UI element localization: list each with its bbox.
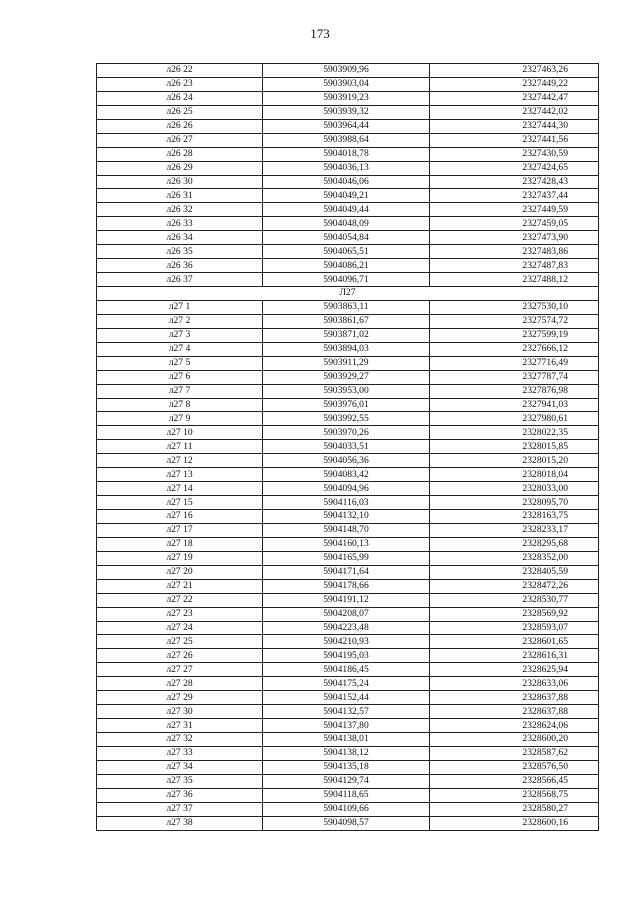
y-coordinate-cell: 2327430,59 — [430, 147, 599, 161]
y-coordinate-cell: 2328015,85 — [430, 440, 599, 454]
y-coordinate-cell: 2328624,06 — [430, 719, 599, 733]
y-coordinate-cell: 2327980,61 — [430, 412, 599, 426]
table-row — [97, 649, 599, 663]
x-coordinate-cell: 5904132,10 — [263, 510, 430, 524]
y-coordinate-cell: 2328352,00 — [430, 551, 599, 565]
x-coordinate-cell: 5904223,48 — [263, 621, 430, 635]
y-coordinate-cell: 2328600,20 — [430, 733, 599, 747]
point-id-cell: л27 30 — [97, 705, 263, 719]
point-id-cell: л27 33 — [97, 746, 263, 760]
point-id-cell: л27 7 — [97, 384, 263, 398]
point-id-cell: л27 16 — [97, 510, 263, 524]
point-id-cell: л26 37 — [97, 273, 263, 287]
point-id-cell: л27 17 — [97, 523, 263, 537]
x-coordinate-cell: 5903909,96 — [263, 64, 430, 78]
point-id-cell: л27 20 — [97, 565, 263, 579]
point-id-cell: л27 8 — [97, 398, 263, 412]
table-row — [97, 314, 599, 328]
table-row — [97, 384, 599, 398]
x-coordinate-cell: 5904132,57 — [263, 705, 430, 719]
table-row — [97, 370, 599, 384]
table-row — [97, 621, 599, 635]
point-id-cell: л27 22 — [97, 593, 263, 607]
x-coordinate-cell: 5903988,64 — [263, 133, 430, 147]
table-row — [97, 677, 599, 691]
point-id-cell: л27 35 — [97, 774, 263, 788]
point-id-cell: л26 31 — [97, 189, 263, 203]
point-id-cell: л27 4 — [97, 342, 263, 356]
x-coordinate-cell: 5904083,42 — [263, 468, 430, 482]
y-coordinate-cell: 2327428,43 — [430, 175, 599, 189]
table-row — [97, 482, 599, 496]
x-coordinate-cell: 5904191,12 — [263, 593, 430, 607]
table-row — [97, 551, 599, 565]
point-id-cell: л26 34 — [97, 231, 263, 245]
x-coordinate-cell: 5903863,11 — [263, 300, 430, 314]
y-coordinate-cell: 2327716,49 — [430, 356, 599, 370]
y-coordinate-cell: 2327876,98 — [430, 384, 599, 398]
x-coordinate-cell: 5903911,29 — [263, 356, 430, 370]
x-coordinate-cell: 5904160,13 — [263, 537, 430, 551]
table-row — [97, 565, 599, 579]
x-coordinate-cell: 5904086,21 — [263, 259, 430, 273]
table-row — [97, 635, 599, 649]
point-id-cell: л26 22 — [97, 64, 263, 78]
y-coordinate-cell: 2328593,07 — [430, 621, 599, 635]
table-row — [97, 300, 599, 314]
coordinates-table-body — [97, 64, 599, 831]
y-coordinate-cell: 2328600,16 — [430, 816, 599, 830]
point-id-cell: л26 23 — [97, 77, 263, 91]
table-row — [97, 774, 599, 788]
x-coordinate-cell: 5904094,96 — [263, 482, 430, 496]
table-row — [97, 523, 599, 537]
y-coordinate-cell: 2327449,22 — [430, 77, 599, 91]
x-coordinate-cell: 5904049,44 — [263, 203, 430, 217]
table-row — [97, 468, 599, 482]
table-row — [97, 802, 599, 816]
table-row — [97, 217, 599, 231]
point-id-cell: л27 11 — [97, 440, 263, 454]
table-row — [97, 510, 599, 524]
table-row — [97, 607, 599, 621]
x-coordinate-cell: 5903861,67 — [263, 314, 430, 328]
table-row — [97, 147, 599, 161]
point-id-cell: л26 36 — [97, 259, 263, 273]
table-row — [97, 816, 599, 830]
point-id-cell: л26 29 — [97, 161, 263, 175]
y-coordinate-cell: 2328587,62 — [430, 746, 599, 760]
y-coordinate-cell: 2328095,70 — [430, 496, 599, 510]
table-row — [97, 733, 599, 747]
y-coordinate-cell: 2327787,74 — [430, 370, 599, 384]
table-row — [97, 719, 599, 733]
x-coordinate-cell: 5904109,66 — [263, 802, 430, 816]
x-coordinate-cell: 5904048,09 — [263, 217, 430, 231]
x-coordinate-cell: 5903953,00 — [263, 384, 430, 398]
y-coordinate-cell: 2328018,04 — [430, 468, 599, 482]
table-row — [97, 133, 599, 147]
x-coordinate-cell: 5903903,04 — [263, 77, 430, 91]
table-row — [97, 91, 599, 105]
section-header-row — [97, 287, 599, 301]
x-coordinate-cell: 5904165,99 — [263, 551, 430, 565]
point-id-cell: л26 32 — [97, 203, 263, 217]
table-row — [97, 663, 599, 677]
table-row — [97, 398, 599, 412]
y-coordinate-cell: 2327437,44 — [430, 189, 599, 203]
y-coordinate-cell: 2327941,03 — [430, 398, 599, 412]
y-coordinate-cell: 2327441,56 — [430, 133, 599, 147]
table-row — [97, 440, 599, 454]
x-coordinate-cell: 5904195,03 — [263, 649, 430, 663]
y-coordinate-cell: 2327424,65 — [430, 161, 599, 175]
x-coordinate-cell: 5904138,12 — [263, 746, 430, 760]
point-id-cell: л27 21 — [97, 579, 263, 593]
x-coordinate-cell: 5904065,51 — [263, 245, 430, 259]
x-coordinate-cell: 5903964,44 — [263, 119, 430, 133]
y-coordinate-cell: 2327666,12 — [430, 342, 599, 356]
point-id-cell: л27 28 — [97, 677, 263, 691]
y-coordinate-cell: 2328625,94 — [430, 663, 599, 677]
table-row — [97, 105, 599, 119]
point-id-cell: л27 6 — [97, 370, 263, 384]
table-row — [97, 203, 599, 217]
y-coordinate-cell: 2327463,26 — [430, 64, 599, 78]
point-id-cell: л27 1 — [97, 300, 263, 314]
y-coordinate-cell: 2328566,45 — [430, 774, 599, 788]
table-row — [97, 496, 599, 510]
y-coordinate-cell: 2328472,26 — [430, 579, 599, 593]
point-id-cell: л27 29 — [97, 691, 263, 705]
y-coordinate-cell: 2327488,12 — [430, 273, 599, 287]
y-coordinate-cell: 2327473,90 — [430, 231, 599, 245]
y-coordinate-cell: 2328616,31 — [430, 649, 599, 663]
x-coordinate-cell: 5904129,74 — [263, 774, 430, 788]
x-coordinate-cell: 5904137,80 — [263, 719, 430, 733]
point-id-cell: л26 24 — [97, 91, 263, 105]
x-coordinate-cell: 5904054,84 — [263, 231, 430, 245]
y-coordinate-cell: 2327459,05 — [430, 217, 599, 231]
point-id-cell: л26 28 — [97, 147, 263, 161]
point-id-cell: л26 30 — [97, 175, 263, 189]
table-row — [97, 273, 599, 287]
x-coordinate-cell: 5903871,02 — [263, 328, 430, 342]
y-coordinate-cell: 2328633,06 — [430, 677, 599, 691]
y-coordinate-cell: 2328233,17 — [430, 523, 599, 537]
x-coordinate-cell: 5904116,03 — [263, 496, 430, 510]
table-row — [97, 788, 599, 802]
table-row — [97, 593, 599, 607]
table-row — [97, 579, 599, 593]
point-id-cell: л27 18 — [97, 537, 263, 551]
point-id-cell: л27 38 — [97, 816, 263, 830]
page-number: 173 — [310, 26, 330, 41]
y-coordinate-cell: 2328163,75 — [430, 510, 599, 524]
x-coordinate-cell: 5904148,70 — [263, 523, 430, 537]
y-coordinate-cell: 2327442,47 — [430, 91, 599, 105]
table-row — [97, 161, 599, 175]
table-row — [97, 426, 599, 440]
y-coordinate-cell: 2328568,75 — [430, 788, 599, 802]
y-coordinate-cell: 2328015,20 — [430, 454, 599, 468]
point-id-cell: л27 15 — [97, 496, 263, 510]
y-coordinate-cell: 2327599,19 — [430, 328, 599, 342]
table-row — [97, 691, 599, 705]
table-row — [97, 412, 599, 426]
point-id-cell: л27 12 — [97, 454, 263, 468]
x-coordinate-cell: 5903970,26 — [263, 426, 430, 440]
point-id-cell: л27 36 — [97, 788, 263, 802]
point-id-cell: л27 3 — [97, 328, 263, 342]
y-coordinate-cell: 2328601,65 — [430, 635, 599, 649]
point-id-cell: л27 37 — [97, 802, 263, 816]
table-row — [97, 175, 599, 189]
coordinates-table — [96, 63, 599, 831]
y-coordinate-cell: 2328405,59 — [430, 565, 599, 579]
table-row — [97, 537, 599, 551]
x-coordinate-cell: 5903894,03 — [263, 342, 430, 356]
x-coordinate-cell: 5904018,78 — [263, 147, 430, 161]
y-coordinate-cell: 2328022,35 — [430, 426, 599, 440]
y-coordinate-cell: 2327530,10 — [430, 300, 599, 314]
y-coordinate-cell: 2328580,27 — [430, 802, 599, 816]
point-id-cell: л27 9 — [97, 412, 263, 426]
y-coordinate-cell: 2328637,88 — [430, 705, 599, 719]
x-coordinate-cell: 5904056,36 — [263, 454, 430, 468]
point-id-cell: л27 26 — [97, 649, 263, 663]
y-coordinate-cell: 2328295,68 — [430, 537, 599, 551]
point-id-cell: л27 24 — [97, 621, 263, 635]
x-coordinate-cell: 5904178,66 — [263, 579, 430, 593]
table-row — [97, 245, 599, 259]
y-coordinate-cell: 2328530,77 — [430, 593, 599, 607]
x-coordinate-cell: 5903939,32 — [263, 105, 430, 119]
y-coordinate-cell: 2328033,00 — [430, 482, 599, 496]
x-coordinate-cell: 5904096,71 — [263, 273, 430, 287]
table-row — [97, 64, 599, 78]
y-coordinate-cell: 2328569,92 — [430, 607, 599, 621]
x-coordinate-cell: 5904036,13 — [263, 161, 430, 175]
x-coordinate-cell: 5904118,65 — [263, 788, 430, 802]
point-id-cell: л27 13 — [97, 468, 263, 482]
table-row — [97, 760, 599, 774]
x-coordinate-cell: 5904098,57 — [263, 816, 430, 830]
x-coordinate-cell: 5903976,01 — [263, 398, 430, 412]
x-coordinate-cell: 5904186,45 — [263, 663, 430, 677]
point-id-cell: л27 5 — [97, 356, 263, 370]
table-row — [97, 705, 599, 719]
y-coordinate-cell: 2327442,02 — [430, 105, 599, 119]
x-coordinate-cell: 5904152,44 — [263, 691, 430, 705]
y-coordinate-cell: 2328637,88 — [430, 691, 599, 705]
point-id-cell: л27 14 — [97, 482, 263, 496]
point-id-cell: л27 27 — [97, 663, 263, 677]
point-id-cell: л27 23 — [97, 607, 263, 621]
table-row — [97, 746, 599, 760]
point-id-cell: л27 34 — [97, 760, 263, 774]
y-coordinate-cell: 2328576,50 — [430, 760, 599, 774]
table-row — [97, 328, 599, 342]
table-row — [97, 77, 599, 91]
x-coordinate-cell: 5904208,07 — [263, 607, 430, 621]
table-row — [97, 454, 599, 468]
y-coordinate-cell: 2327487,83 — [430, 259, 599, 273]
x-coordinate-cell: 5903992,55 — [263, 412, 430, 426]
point-id-cell: л27 10 — [97, 426, 263, 440]
point-id-cell: л27 31 — [97, 719, 263, 733]
table-row — [97, 259, 599, 273]
point-id-cell: л27 25 — [97, 635, 263, 649]
y-coordinate-cell: 2327449,59 — [430, 203, 599, 217]
y-coordinate-cell: 2327444,30 — [430, 119, 599, 133]
x-coordinate-cell: 5903929,27 — [263, 370, 430, 384]
point-id-cell: л27 32 — [97, 733, 263, 747]
x-coordinate-cell: 5904135,18 — [263, 760, 430, 774]
point-id-cell: л26 27 — [97, 133, 263, 147]
y-coordinate-cell: 2327574,72 — [430, 314, 599, 328]
x-coordinate-cell: 5904210,93 — [263, 635, 430, 649]
point-id-cell: л27 19 — [97, 551, 263, 565]
point-id-cell: л26 26 — [97, 119, 263, 133]
x-coordinate-cell: 5904171,64 — [263, 565, 430, 579]
section-label: Л27 — [97, 287, 599, 301]
table-row — [97, 342, 599, 356]
x-coordinate-cell: 5904033,51 — [263, 440, 430, 454]
x-coordinate-cell: 5904049,21 — [263, 189, 430, 203]
table-row — [97, 119, 599, 133]
table-row — [97, 356, 599, 370]
x-coordinate-cell: 5904175,24 — [263, 677, 430, 691]
point-id-cell: л26 25 — [97, 105, 263, 119]
table-row — [97, 189, 599, 203]
y-coordinate-cell: 2327483,86 — [430, 245, 599, 259]
table-row — [97, 231, 599, 245]
x-coordinate-cell: 5903919,23 — [263, 91, 430, 105]
point-id-cell: л26 33 — [97, 217, 263, 231]
x-coordinate-cell: 5904138,01 — [263, 733, 430, 747]
point-id-cell: л27 2 — [97, 314, 263, 328]
x-coordinate-cell: 5904046,06 — [263, 175, 430, 189]
point-id-cell: л26 35 — [97, 245, 263, 259]
